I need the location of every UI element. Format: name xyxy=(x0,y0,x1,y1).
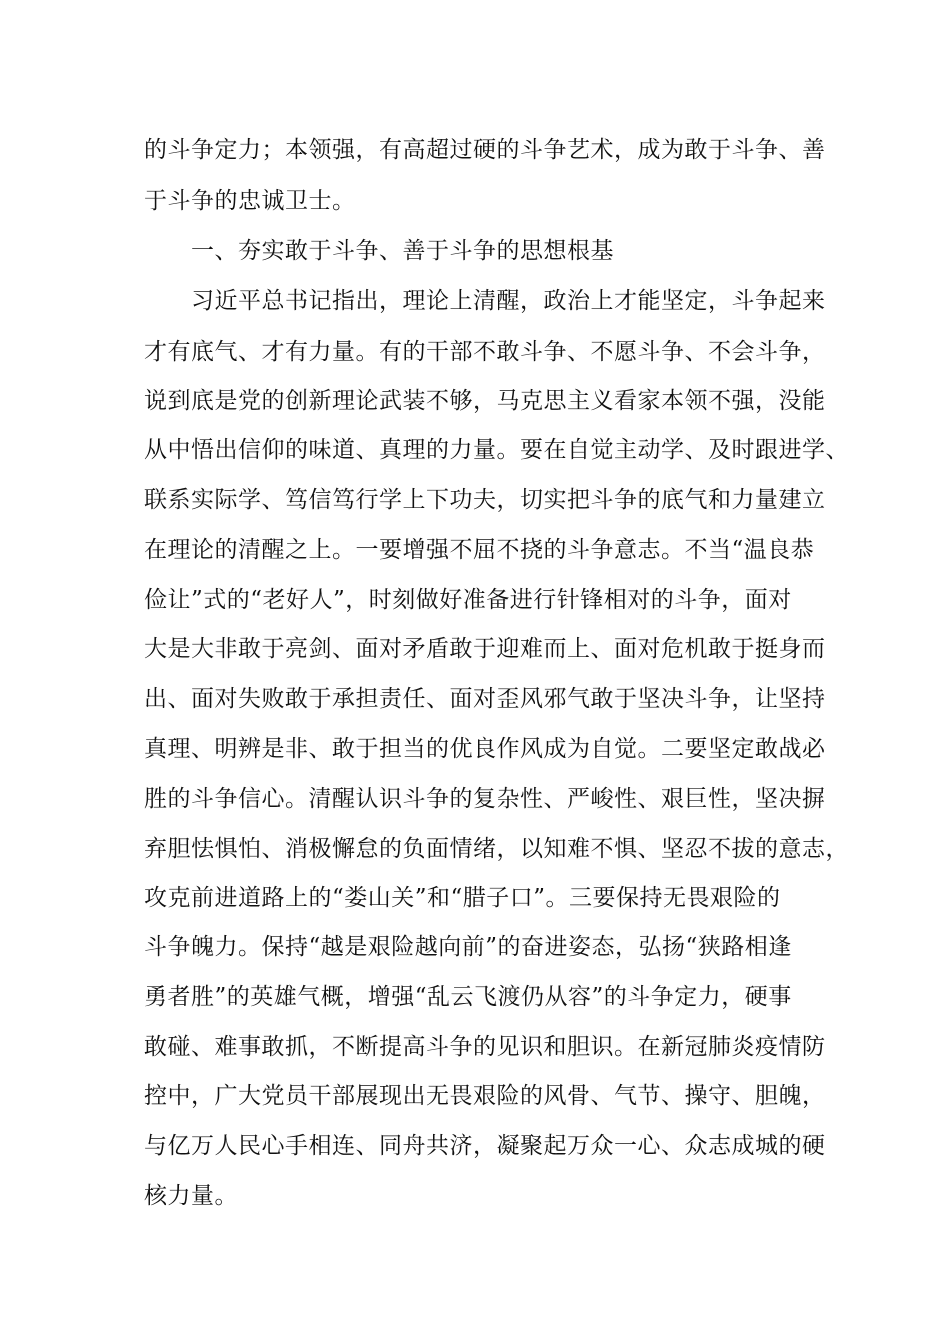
text-line: 勇者胜”的英雄气概，增强“乱云飞渡仍从容”的斗争定力，硬事 xyxy=(144,984,792,1010)
text-line: 敢碰、难事敢抓，不断提高斗争的见识和胆识。在新冠肺炎疫情防 xyxy=(144,1034,826,1060)
text-line: 攻克前进道路上的“娄山关”和“腊子口”。三要保持无畏艰险的 xyxy=(144,885,781,911)
text-line: 弃胆怯惧怕、消极懈怠的负面情绪，以知难不惧、坚忍不拔的意志， xyxy=(144,836,849,862)
paragraph-first-line: 习近平总书记指出，理论上清醒，政治上才能坚定，斗争起来 xyxy=(191,288,826,314)
text-line: 联系实际学、笃信笃行学上下功夫，切实把斗争的底气和力量建立 xyxy=(144,487,826,513)
text-line: 核力量。 xyxy=(144,1183,238,1209)
text-line: 胜的斗争信心。清醒认识斗争的复杂性、严峻性、艰巨性，坚决摒 xyxy=(144,786,826,812)
text-line: 的斗争定力；本领强，有高超过硬的斗争艺术，成为敢于斗争、善 xyxy=(144,137,826,163)
text-line: 从中悟出信仰的味道、真理的力量。要在自觉主动学、及时跟进学、 xyxy=(144,437,849,463)
text-line: 说到底是党的创新理论武装不够，马克思主义看家本领不强，没能 xyxy=(144,388,826,414)
text-line: 俭让”式的“老好人”，时刻做好准备进行针锋相对的斗争，面对 xyxy=(144,587,792,613)
text-line: 于斗争的忠诚卫士。 xyxy=(144,188,356,214)
text-line: 出、面对失败敢于承担责任、面对歪风邪气敢于坚决斗争，让坚持 xyxy=(144,686,826,712)
text-line: 控中，广大党员干部展现出无畏艰险的风骨、气节、操守、胆魄， xyxy=(144,1083,826,1109)
text-line: 真理、明辨是非、敢于担当的优良作风成为自觉。二要坚定敢战必 xyxy=(144,736,826,762)
text-line: 大是大非敢于亮剑、面对矛盾敢于迎难而上、面对危机敢于挺身而 xyxy=(144,636,826,662)
text-line: 斗争魄力。保持“越是艰险越向前”的奋进姿态，弘扬“狭路相逢 xyxy=(144,934,792,960)
section-heading: 一、夯实敢于斗争、善于斗争的思想根基 xyxy=(191,238,614,264)
text-line: 在理论的清醒之上。一要增强不屈不挠的斗争意志。不当“温良恭 xyxy=(144,537,815,563)
text-line: 才有底气、才有力量。有的干部不敢斗争、不愿斗争、不会斗争， xyxy=(144,339,826,365)
text-line: 与亿万人民心手相连、同舟共济，凝聚起万众一心、众志成城的硬 xyxy=(144,1133,826,1159)
